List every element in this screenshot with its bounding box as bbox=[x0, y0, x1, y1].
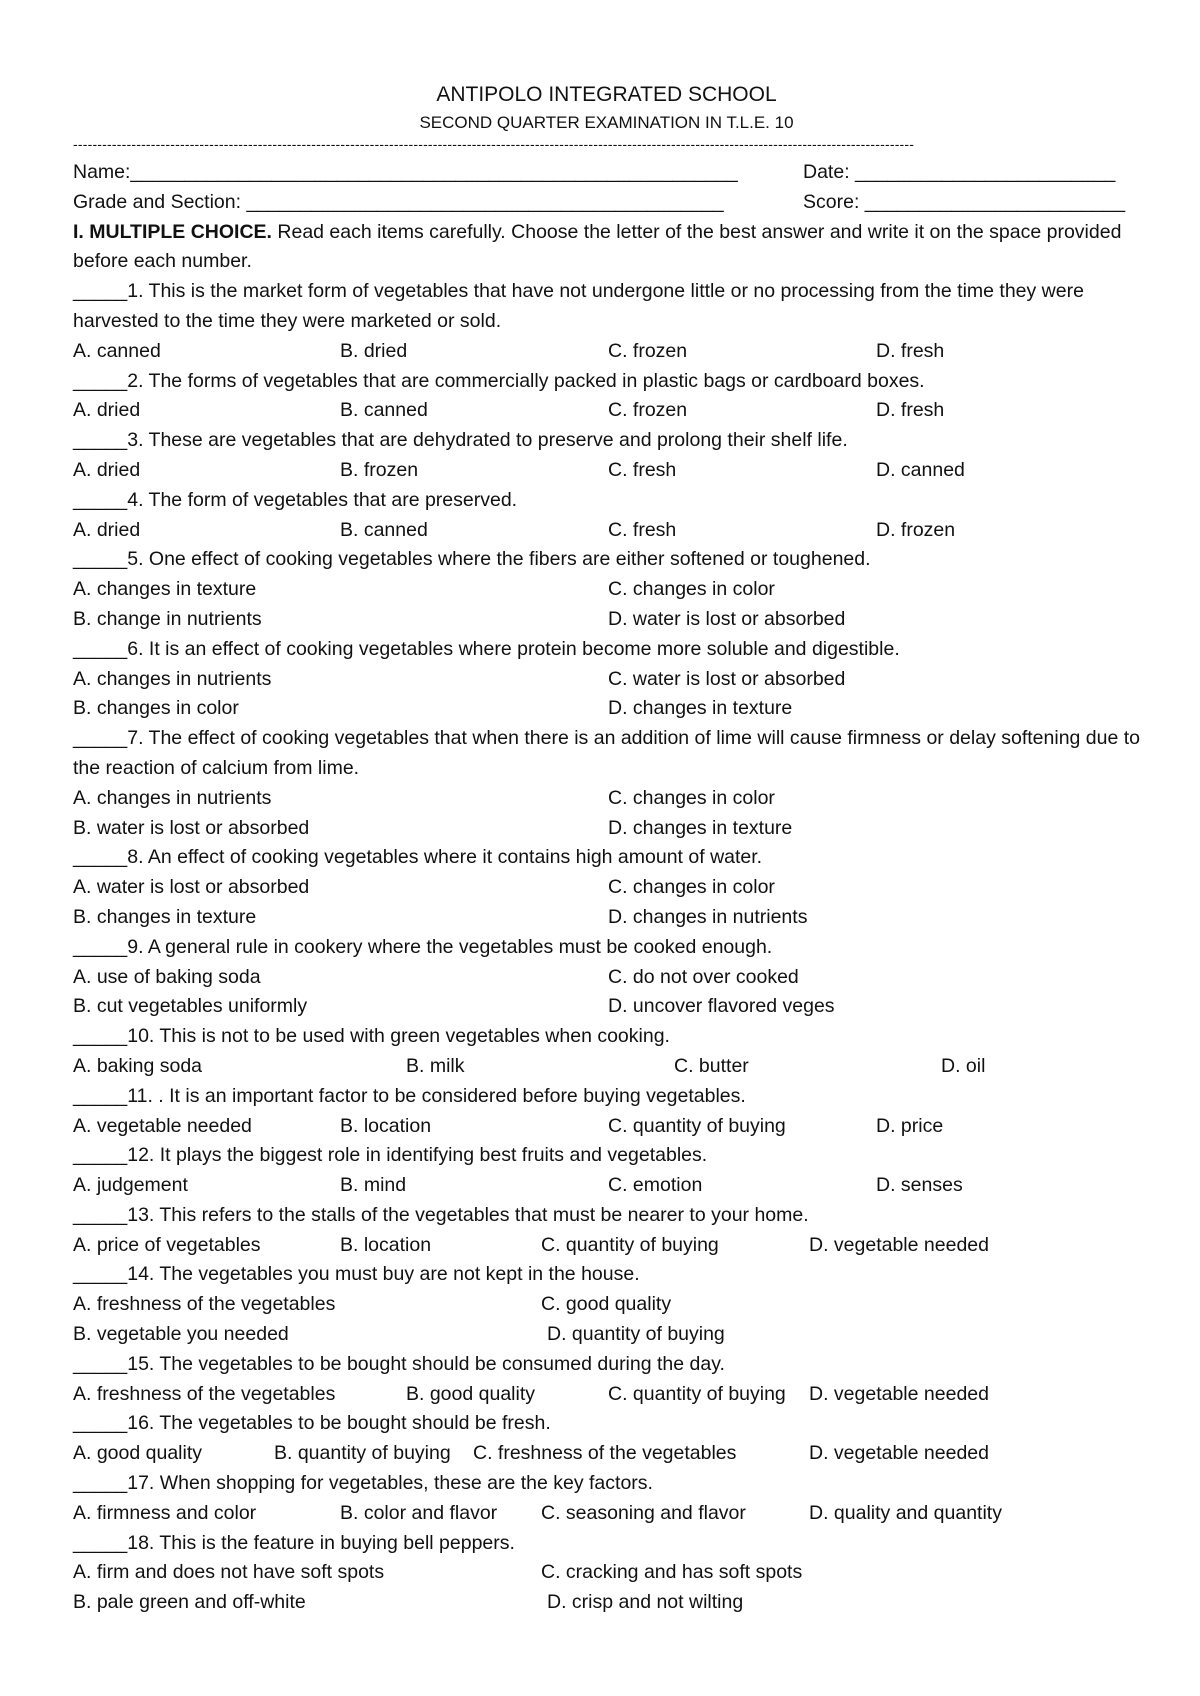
options-row bbox=[73, 1231, 1140, 1261]
options-row bbox=[73, 873, 1140, 903]
question-text: _____7. The effect of cooking vegetables that when there is an addition of lime will cause firmness or delay softening due to the reaction of calcium from lime. bbox=[73, 727, 1141, 779]
answer-option: A. changes in nutrients bbox=[73, 667, 272, 690]
question-text: _____15. The vegetables to be bought should be consumed during the day. bbox=[73, 1352, 725, 1375]
answer-option: B. canned bbox=[340, 518, 428, 541]
answer-option: C. seasoning and flavor bbox=[541, 1501, 746, 1524]
question-item bbox=[73, 1260, 1140, 1349]
options-row bbox=[73, 1290, 1140, 1320]
question-item bbox=[73, 426, 1140, 486]
name-date-row bbox=[73, 158, 1140, 188]
options-row bbox=[73, 1380, 1140, 1410]
question-item bbox=[73, 277, 1140, 366]
question-text: _____3. These are vegetables that are dehydrated to preserve and prolong their shelf life. bbox=[73, 429, 848, 452]
answer-option: B. pale green and off-white bbox=[73, 1591, 306, 1614]
question-item bbox=[73, 933, 1140, 1022]
answer-option: D. changes in texture bbox=[608, 697, 793, 720]
answer-option: B. mind bbox=[340, 1174, 407, 1197]
options-row bbox=[73, 665, 1140, 695]
answer-option: C. cracking and has soft spots bbox=[541, 1561, 803, 1584]
question-item bbox=[73, 367, 1140, 427]
question-text: _____10. This is not to be used with green vegetables when cooking. bbox=[73, 1025, 670, 1048]
instructions-text: Read each items carefully. Choose the letter of the best answer and write it on the space provided before each number. bbox=[73, 220, 1122, 273]
answer-option: C. quantity of buying bbox=[608, 1114, 786, 1137]
question-item bbox=[73, 1409, 1140, 1469]
options-row bbox=[73, 456, 1140, 486]
name-field[interactable]: Name:________________________________________________________ bbox=[73, 161, 738, 183]
score-field[interactable]: Score: ________________________ bbox=[803, 190, 1126, 213]
question-item bbox=[73, 843, 1140, 932]
answer-option: C. changes in color bbox=[608, 578, 775, 601]
answer-option: B. canned bbox=[340, 399, 428, 422]
answer-option: C. quantity of buying bbox=[541, 1233, 719, 1256]
question-text: _____1. This is the market form of vegetables that have not undergone little or no processing from the time they were harvested to the time they were marketed or sold. bbox=[73, 280, 1084, 332]
options-row bbox=[73, 1588, 1140, 1618]
question-text: _____18. This is the feature in buying bell peppers. bbox=[73, 1531, 515, 1554]
answer-option: A. good quality bbox=[73, 1442, 203, 1465]
question-item bbox=[73, 545, 1140, 634]
answer-option: B. location bbox=[340, 1233, 432, 1256]
answer-option: D. fresh bbox=[876, 399, 945, 422]
options-row bbox=[73, 1558, 1140, 1588]
question-item bbox=[73, 1141, 1140, 1201]
answer-option: B. water is lost or absorbed bbox=[73, 816, 310, 839]
question-item bbox=[73, 1022, 1140, 1082]
answer-option: D. fresh bbox=[876, 339, 945, 362]
answer-option: D. quantity of buying bbox=[547, 1323, 725, 1346]
instructions-label: I. MULTIPLE CHOICE. bbox=[73, 220, 272, 243]
question-text: _____11. . It is an important factor to be considered before buying vegetables. bbox=[73, 1084, 746, 1107]
answer-option: A. dried bbox=[73, 399, 141, 422]
question-text: _____14. The vegetables you must buy are not kept in the house. bbox=[73, 1263, 640, 1286]
options-row bbox=[73, 605, 1140, 635]
options-row bbox=[73, 1171, 1140, 1201]
answer-option: C. water is lost or absorbed bbox=[608, 667, 846, 690]
question-item bbox=[73, 1082, 1140, 1142]
answer-option: D. price bbox=[876, 1114, 944, 1137]
answer-option: D. vegetable needed bbox=[809, 1382, 989, 1405]
instructions bbox=[73, 218, 1140, 278]
options-row bbox=[73, 814, 1140, 844]
options-row bbox=[73, 784, 1140, 814]
answer-option: A. freshness of the vegetables bbox=[73, 1382, 336, 1405]
answer-option: B. dried bbox=[340, 339, 408, 362]
options-row bbox=[73, 903, 1140, 933]
answer-option: B. vegetable you needed bbox=[73, 1323, 289, 1346]
question-list bbox=[73, 277, 1140, 1618]
answer-option: B. change in nutrients bbox=[73, 607, 262, 630]
exam-title: SECOND QUARTER EXAMINATION IN T.L.E. 10 bbox=[419, 113, 794, 132]
question-item bbox=[73, 1529, 1140, 1618]
options-row bbox=[73, 575, 1140, 605]
answer-option: D. crisp and not wilting bbox=[547, 1591, 744, 1614]
answer-option: D. frozen bbox=[876, 518, 956, 541]
answer-option: A. firm and does not have soft spots bbox=[73, 1561, 385, 1584]
answer-option: C. frozen bbox=[608, 399, 688, 422]
answer-option: C. butter bbox=[674, 1054, 749, 1077]
question-item bbox=[73, 486, 1140, 546]
question-text: _____5. One effect of cooking vegetables where the fibers are either softened or toughened. bbox=[73, 548, 871, 571]
options-row bbox=[73, 1052, 1140, 1082]
answer-option: A. changes in texture bbox=[73, 578, 257, 601]
answer-option: A. changes in nutrients bbox=[73, 786, 272, 809]
options-row bbox=[73, 1112, 1140, 1142]
question-item bbox=[73, 724, 1140, 843]
answer-option: D. oil bbox=[941, 1054, 986, 1077]
answer-option: B. good quality bbox=[406, 1382, 536, 1405]
options-row bbox=[73, 1439, 1140, 1469]
question-item bbox=[73, 1201, 1140, 1261]
answer-option: A. use of baking soda bbox=[73, 965, 261, 988]
options-row bbox=[73, 694, 1140, 724]
question-text: _____6. It is an effect of cooking vegetables where protein become more soluble and digestible. bbox=[73, 637, 900, 660]
answer-option: D. vegetable needed bbox=[809, 1233, 989, 1256]
question-text: _____12. It plays the biggest role in identifying best fruits and vegetables. bbox=[73, 1144, 708, 1167]
answer-option: C. fresh bbox=[608, 458, 677, 481]
options-row bbox=[73, 963, 1140, 993]
options-row bbox=[73, 396, 1140, 426]
answer-option: C. freshness of the vegetables bbox=[473, 1442, 737, 1465]
question-text: _____13. This refers to the stalls of the vegetables that must be nearer to your home. bbox=[73, 1203, 809, 1226]
answer-option: D. changes in texture bbox=[608, 816, 793, 839]
question-text: _____2. The forms of vegetables that are commercially packed in plastic bags or cardboard boxes. bbox=[73, 369, 925, 392]
answer-option: C. do not over cooked bbox=[608, 965, 799, 988]
divider-rule: ----------------------------------------------------------------------------------------------------------------------------------------------------------------------------- bbox=[73, 136, 915, 152]
question-text: _____17. When shopping for vegetables, these are the key factors. bbox=[73, 1472, 653, 1495]
answer-option: D. water is lost or absorbed bbox=[608, 607, 846, 630]
grade-score-row bbox=[73, 188, 1140, 218]
options-row bbox=[73, 1499, 1140, 1529]
question-text: _____9. A general rule in cookery where the vegetables must be cooked enough. bbox=[73, 935, 773, 958]
date-field[interactable]: Date: ________________________ bbox=[803, 161, 1116, 183]
answer-option: A. dried bbox=[73, 458, 141, 481]
answer-option: D. senses bbox=[876, 1174, 963, 1197]
question-item bbox=[73, 1469, 1140, 1529]
answer-option: B. location bbox=[340, 1114, 432, 1137]
answer-option: A. judgement bbox=[73, 1174, 188, 1197]
answer-option: B. color and flavor bbox=[340, 1501, 498, 1524]
answer-option: A. firmness and color bbox=[73, 1501, 257, 1524]
answer-option: A. canned bbox=[73, 339, 161, 362]
question-text: _____4. The form of vegetables that are preserved. bbox=[73, 488, 518, 511]
question-item bbox=[73, 1350, 1140, 1410]
question-text: _____8. An effect of cooking vegetables where it contains high amount of water. bbox=[73, 846, 763, 869]
answer-option: C. quantity of buying bbox=[608, 1382, 786, 1405]
answer-option: A. baking soda bbox=[73, 1054, 203, 1077]
options-row bbox=[73, 337, 1140, 367]
grade-section-field[interactable]: Grade and Section: ____________________________________________ bbox=[73, 190, 724, 213]
answer-option: D. vegetable needed bbox=[809, 1442, 989, 1465]
answer-option: C. good quality bbox=[541, 1293, 672, 1316]
answer-option: B. cut vegetables uniformly bbox=[73, 995, 308, 1018]
answer-option: B. changes in texture bbox=[73, 905, 257, 928]
options-row bbox=[73, 1320, 1140, 1350]
answer-option: D. changes in nutrients bbox=[608, 905, 808, 928]
answer-option: C. fresh bbox=[608, 518, 677, 541]
answer-option: A. water is lost or absorbed bbox=[73, 876, 310, 899]
answer-option: D. canned bbox=[876, 458, 965, 481]
answer-option: C. changes in color bbox=[608, 876, 775, 899]
answer-option: C. changes in color bbox=[608, 786, 775, 809]
answer-option: A. price of vegetables bbox=[73, 1233, 261, 1256]
options-row bbox=[73, 516, 1140, 546]
answer-option: B. frozen bbox=[340, 458, 419, 481]
answer-option: A. freshness of the vegetables bbox=[73, 1293, 336, 1316]
question-item bbox=[73, 635, 1140, 724]
answer-option: C. emotion bbox=[608, 1174, 703, 1197]
answer-option: B. quantity of buying bbox=[274, 1442, 451, 1465]
options-row bbox=[73, 992, 1140, 1022]
answer-option: B. changes in color bbox=[73, 697, 239, 720]
answer-option: C. frozen bbox=[608, 339, 688, 362]
answer-option: D. uncover flavored veges bbox=[608, 995, 835, 1018]
answer-option: A. vegetable needed bbox=[73, 1114, 252, 1137]
school-name: ANTIPOLO INTEGRATED SCHOOL bbox=[436, 83, 777, 106]
question-text: _____16. The vegetables to be bought should be fresh. bbox=[73, 1412, 551, 1435]
answer-option: D. quality and quantity bbox=[809, 1501, 1002, 1524]
answer-option: B. milk bbox=[406, 1054, 465, 1077]
answer-option: A. dried bbox=[73, 518, 141, 541]
